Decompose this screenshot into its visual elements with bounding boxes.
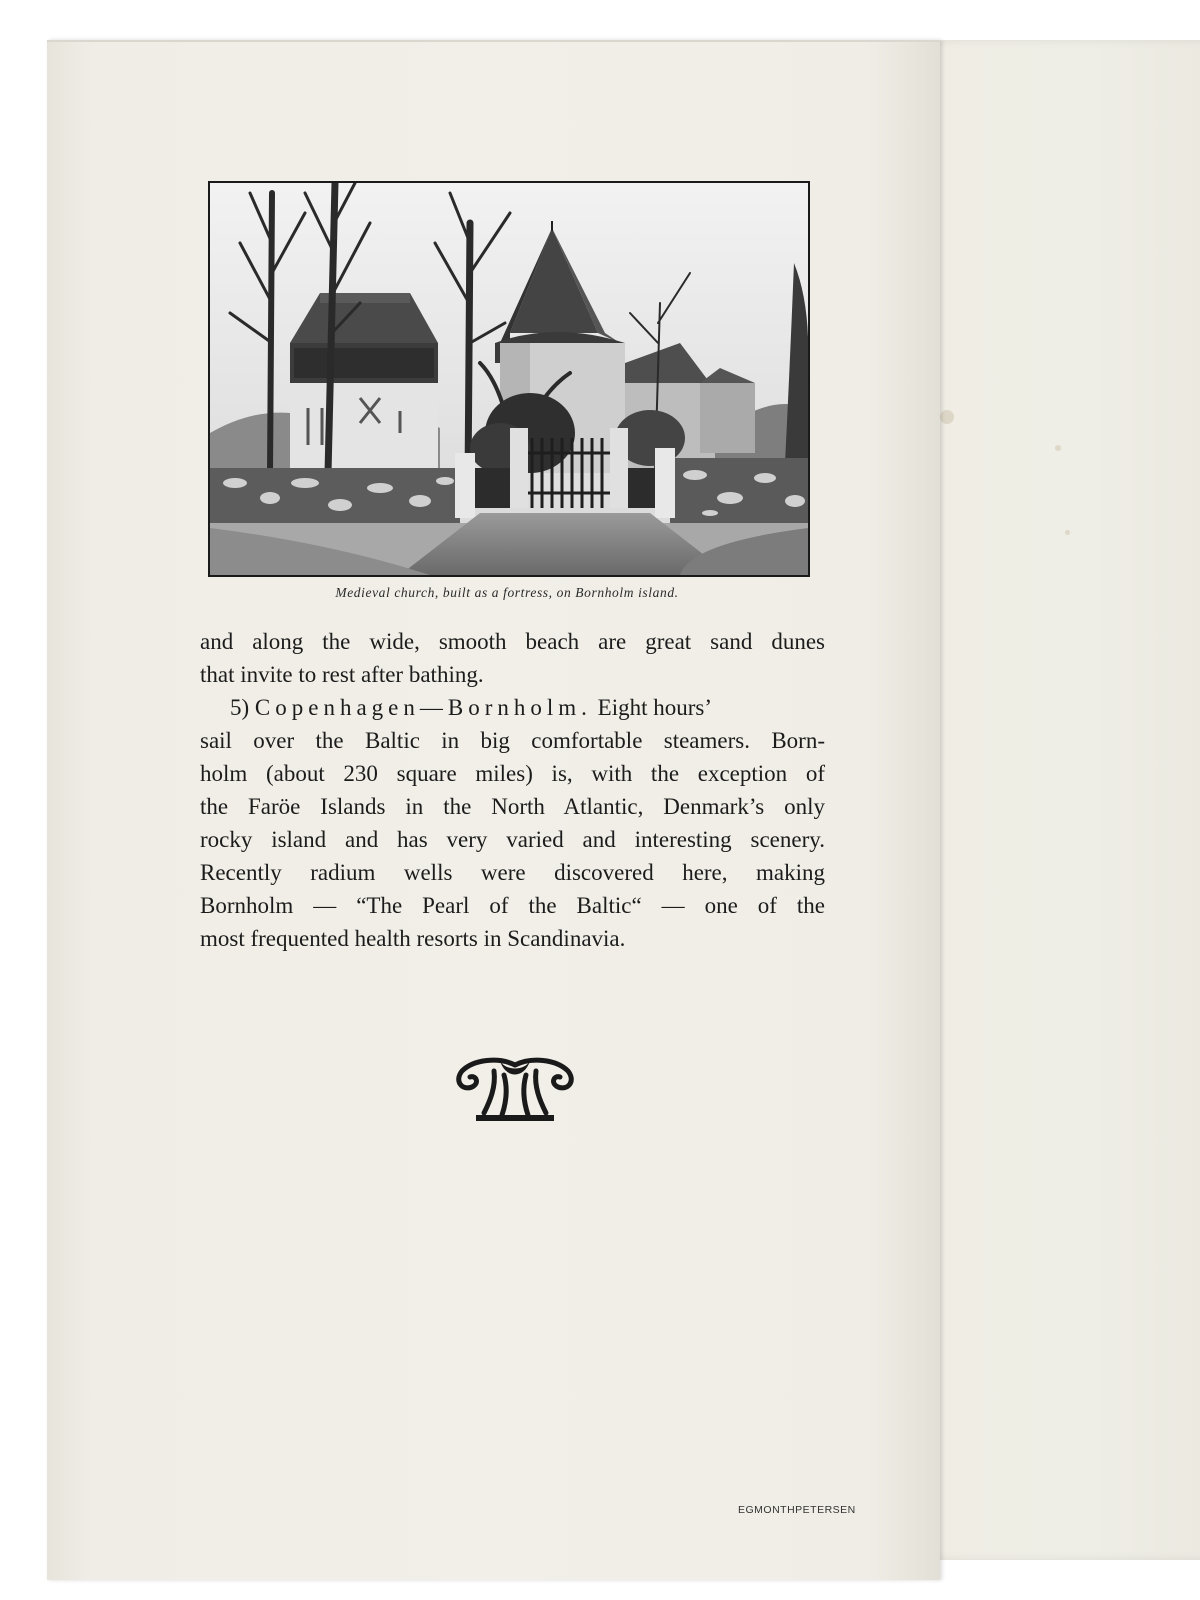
church-photo [208,181,810,577]
text-line: that invite to rest after bathing. [200,662,484,687]
book-page [47,40,940,1580]
text-line: and along the wide, smooth beach are great sand dunes [200,629,825,654]
section-number: 5) [230,695,250,720]
text-line-route [200,691,825,724]
facing-page [905,40,1200,1560]
text-line: rocky island and has very varied and interesting scenery. [200,827,825,852]
church-photo-image [210,183,808,575]
body-text [200,625,825,955]
text-line: most frequented health resorts in Scandinavia. [200,926,626,951]
text-line: Recently radium wells were discovered here, making [200,860,825,885]
paper-stain [1065,530,1070,535]
text-line: sail over the Baltic in big comfortable steamers. Born- [200,728,825,753]
text-line: holm (about 230 square miles) is, with the exception of [200,761,825,786]
route-heading: Copenhagen—Bornholm. [254,695,592,720]
text-line: the Faröe Islands in the North Atlantic, Denmark’s only [200,794,825,819]
printer-imprint: EGMONTHPETERSEN [738,1504,856,1516]
paper-stain [940,410,954,424]
photo-caption: Medieval church, built as a fortress, on Bornholm island. [335,585,679,600]
text-line: Bornholm — “The Pearl of the Baltic“ — one of the [200,893,825,918]
paper-stain [1055,445,1061,451]
fleuron-ornament [454,1057,576,1122]
text-fragment: Eight hours’ [597,695,713,720]
